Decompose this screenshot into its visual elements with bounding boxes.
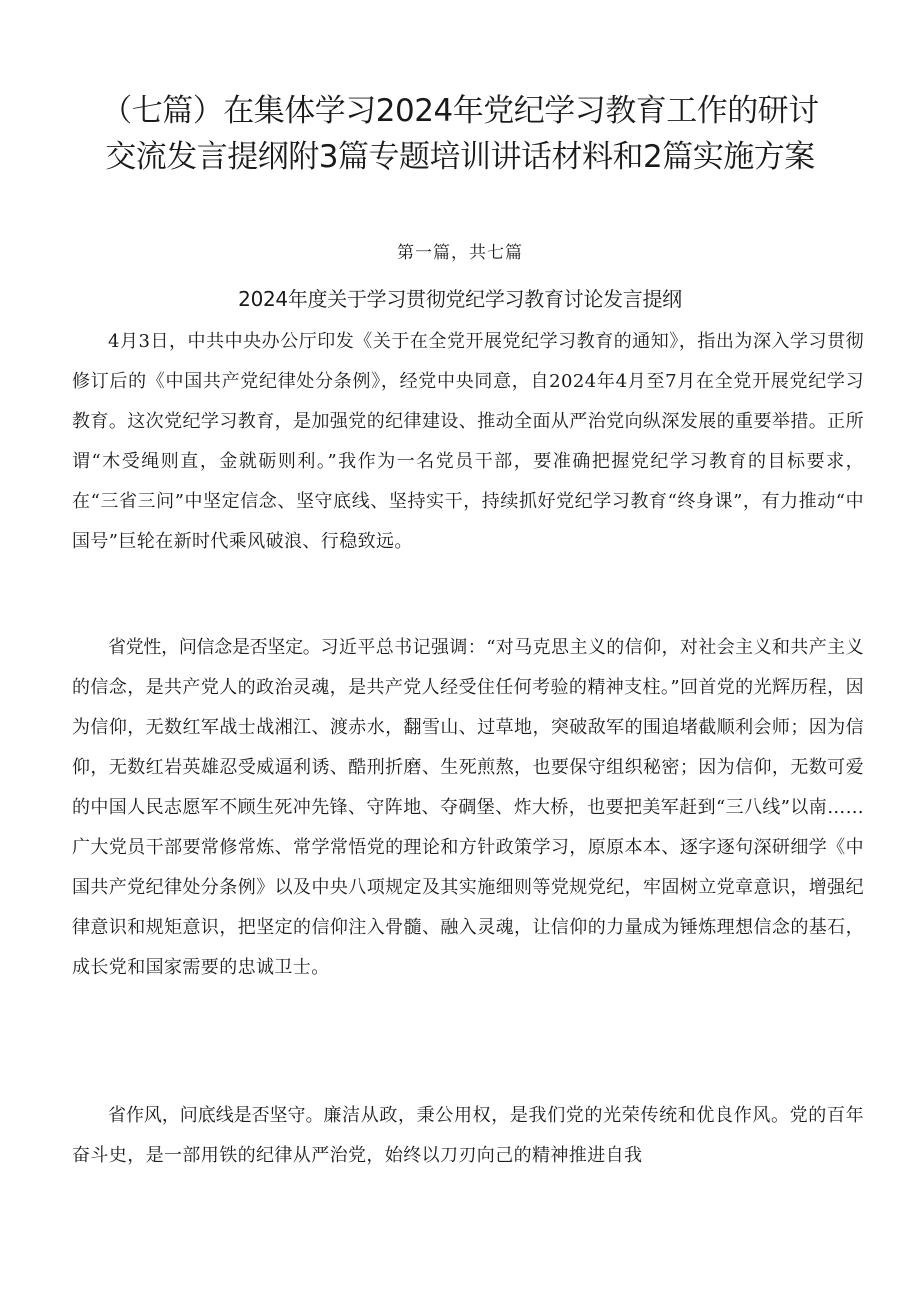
paragraph-lead-heading: 省党性，问信念是否坚定。 [108,637,321,658]
document-title-line-1: （七篇）在集体学习2024年党纪学习教育工作的研讨 [101,93,819,129]
paragraph-lead-heading: 省作风，问底线是否坚守。 [108,1105,324,1126]
paragraph-party-spirit [72,628,864,988]
paragraph-text: 4月3日，中共中央办公厅印发《关于在全党开展党纪学习教育的通知》，指出为深入学习贯彻修订后的《中国共产党纪律处分条例》，经党中央同意，自2024年4月至7月在全党开展党纪学习教育。这次党纪学习教育，是加强党的纪律建设、推动全面从严治党向纵深发展的重要举措。正所谓“木受绳则直，金就砺则利。”我作为一名党员干部，要准确把握党纪学习教育的目标要求，在“三省三问”中坚定信念、坚守底线、坚持实干，持续抓好党纪学习教育“终身课”，有力推动“中国号”巨轮在新时代乘风破浪、行稳致远。 [72,331,864,552]
document-title [60,88,860,180]
paragraph-text: 习近平总书记强调：“对马克思主义的信仰，对社会主义和共产主义的信念，是共产党人的政治灵魂，是共产党人经受住任何考验的精神支柱。”回首党的光辉历程，因为信仰，无数红军战士战湘江、渡赤水，翻雪山、过草地，突破敌军的围追堵截顺利会师；因为信仰，无数红岩英雄忍受威逼利诱、酷刑折磨、生死煎熬，也要保守组织秘密；因为信仰，无数可爱的中国人民志愿军不顾生死冲先锋、守阵地、夺碉堡、炸大桥，也要把美军赶到“三八线”以南……广大党员干部要常修常炼、常学常悟党的理论和方针政策学习，原原本本、逐字逐句深研细学《中国共产党纪律处分条例》以及中央八项规定及其实施细则等党规党纪，牢固树立党章意识，增强纪律意识和规矩意识，把坚定的信仰注入骨髓、融入灵魂，让信仰的力量成为锤炼理想信念的基石，成长党和国家需要的忠诚卫士。 [72,637,864,978]
paragraph-intro [72,322,864,562]
article-title: 2024年度关于学习贯彻党纪学习教育讨论发言提纲 [238,287,682,311]
paragraph-work-style [72,1096,864,1176]
document-title-line-2: 交流发言提纲附3篇专题培训讲话材料和2篇实施方案 [105,139,815,175]
paragraph-text: 廉洁从政，秉公用权，是我们党的光荣传统和优良作风。党的百年奋斗史，是一部用铁的纪律从严治党，始终以刀刃向己的精神推进自我 [72,1105,864,1166]
section-label: 第一篇，共七篇 [397,243,523,263]
